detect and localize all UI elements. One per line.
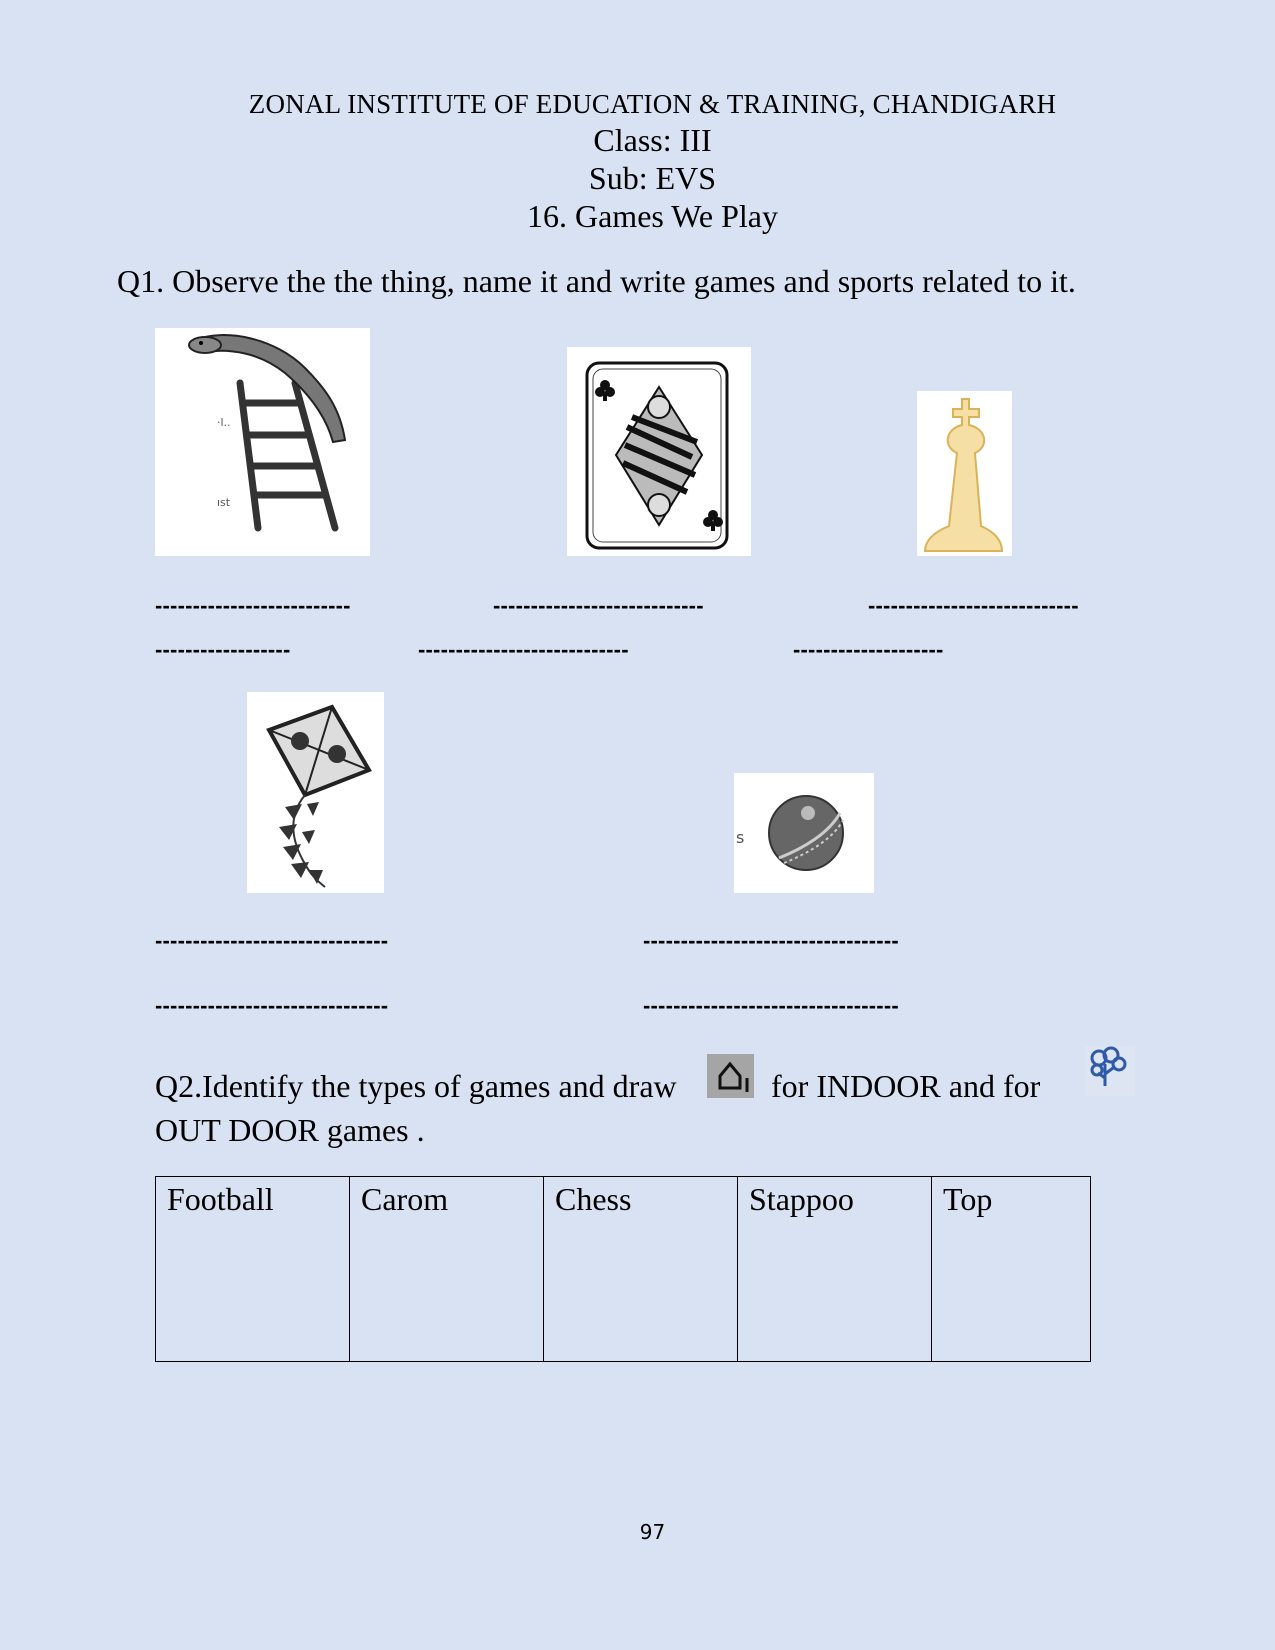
question-2-line-1 xyxy=(155,1068,677,1105)
svg-text:s: s xyxy=(736,828,745,847)
games-table-cell[interactable]: Top xyxy=(932,1177,1091,1362)
answer-line: ---------------------------------- xyxy=(643,994,899,1018)
games-table-cell[interactable]: Carom xyxy=(350,1177,544,1362)
queen-of-clubs-card-icon xyxy=(567,347,751,556)
answer-line: ------------------------------- xyxy=(155,994,389,1018)
page-number: 97 xyxy=(639,1520,666,1544)
answer-line: ------------------------------- xyxy=(155,929,389,953)
tree-icon xyxy=(1085,1046,1135,1096)
answer-line: ---------------------------- xyxy=(868,594,1079,618)
table-row xyxy=(156,1177,1091,1362)
games-table-cell[interactable]: Stappoo xyxy=(738,1177,932,1362)
subject-label: Sub: EVS xyxy=(588,160,717,196)
chapter-title: 16. Games We Play xyxy=(526,198,778,234)
answer-line: -------------------------- xyxy=(155,594,351,618)
kite-icon xyxy=(247,692,384,893)
games-table xyxy=(155,1176,1091,1362)
answer-line: -------------------- xyxy=(793,638,944,662)
question-2-text-start: Q2.Identify the types of games and draw xyxy=(155,1068,677,1104)
institute-name: ZONAL INSTITUTE OF EDUCATION & TRAINING, CHANDIGARH xyxy=(248,89,1057,119)
house-icon xyxy=(707,1054,754,1098)
class-label: Class: III xyxy=(593,122,712,158)
answer-line: ---------------------------- xyxy=(493,594,704,618)
answer-line: ---------------------------- xyxy=(418,638,629,662)
question-1: Q1. Observe the the thing, name it and write games and sports related to it. xyxy=(117,263,1076,299)
svg-text:·l..: ·l.. xyxy=(217,416,231,429)
answer-line: ------------------ xyxy=(155,638,291,662)
snake-and-ladder-icon xyxy=(155,328,370,556)
games-table-cell[interactable]: Chess xyxy=(544,1177,738,1362)
svg-text:ıst: ıst xyxy=(217,496,231,509)
question-2-line-2: OUT DOOR games . xyxy=(155,1112,425,1148)
chess-king-icon xyxy=(917,391,1012,556)
question-2-text-middle: for INDOOR and for xyxy=(771,1068,1041,1104)
answer-line: ---------------------------------- xyxy=(643,929,899,953)
games-table-cell[interactable]: Football xyxy=(156,1177,350,1362)
cricket-ball-icon xyxy=(734,773,874,893)
